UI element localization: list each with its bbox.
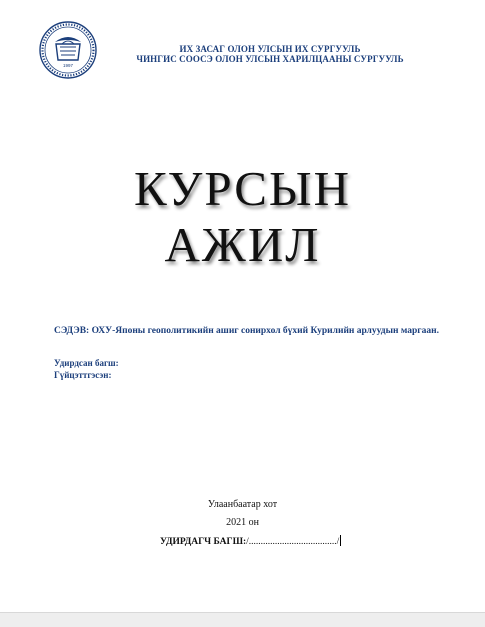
title-line-2: АЖИЛ <box>164 217 321 272</box>
title-line-1: КУРСЫН <box>133 161 352 216</box>
signature-dots: /...................................../ <box>246 537 340 547</box>
university-name: ИХ ЗАСАГ ОЛОН УЛСЫН ИХ СУРГУУЛЬ <box>179 44 361 54</box>
year-text: 2021 он <box>226 517 259 528</box>
university-logo <box>38 20 98 80</box>
signature-label: УДИРДАГЧ БАГШ: <box>160 537 247 547</box>
author-label: Гүйцэттгэсэн: <box>54 370 112 380</box>
topic-text: СЭДЭВ: ОХУ-Японы геополитикийн ашиг сонирхол бүхий Курилийн арлуудын маргаан. <box>54 326 439 336</box>
signature-line[interactable] <box>160 535 341 547</box>
text-cursor <box>340 535 341 546</box>
school-name: ЧИНГИС СООСЭ ОЛОН УЛСЫН ХАРИЛЦААНЫ СУРГУУЛЬ <box>136 54 404 64</box>
svg-text:1997: 1997 <box>62 63 74 68</box>
supervisor-label: Удирдсан багш: <box>54 358 119 368</box>
city-text: Улаанбаатар хот <box>207 499 278 510</box>
page-bottom-edge <box>0 612 485 627</box>
